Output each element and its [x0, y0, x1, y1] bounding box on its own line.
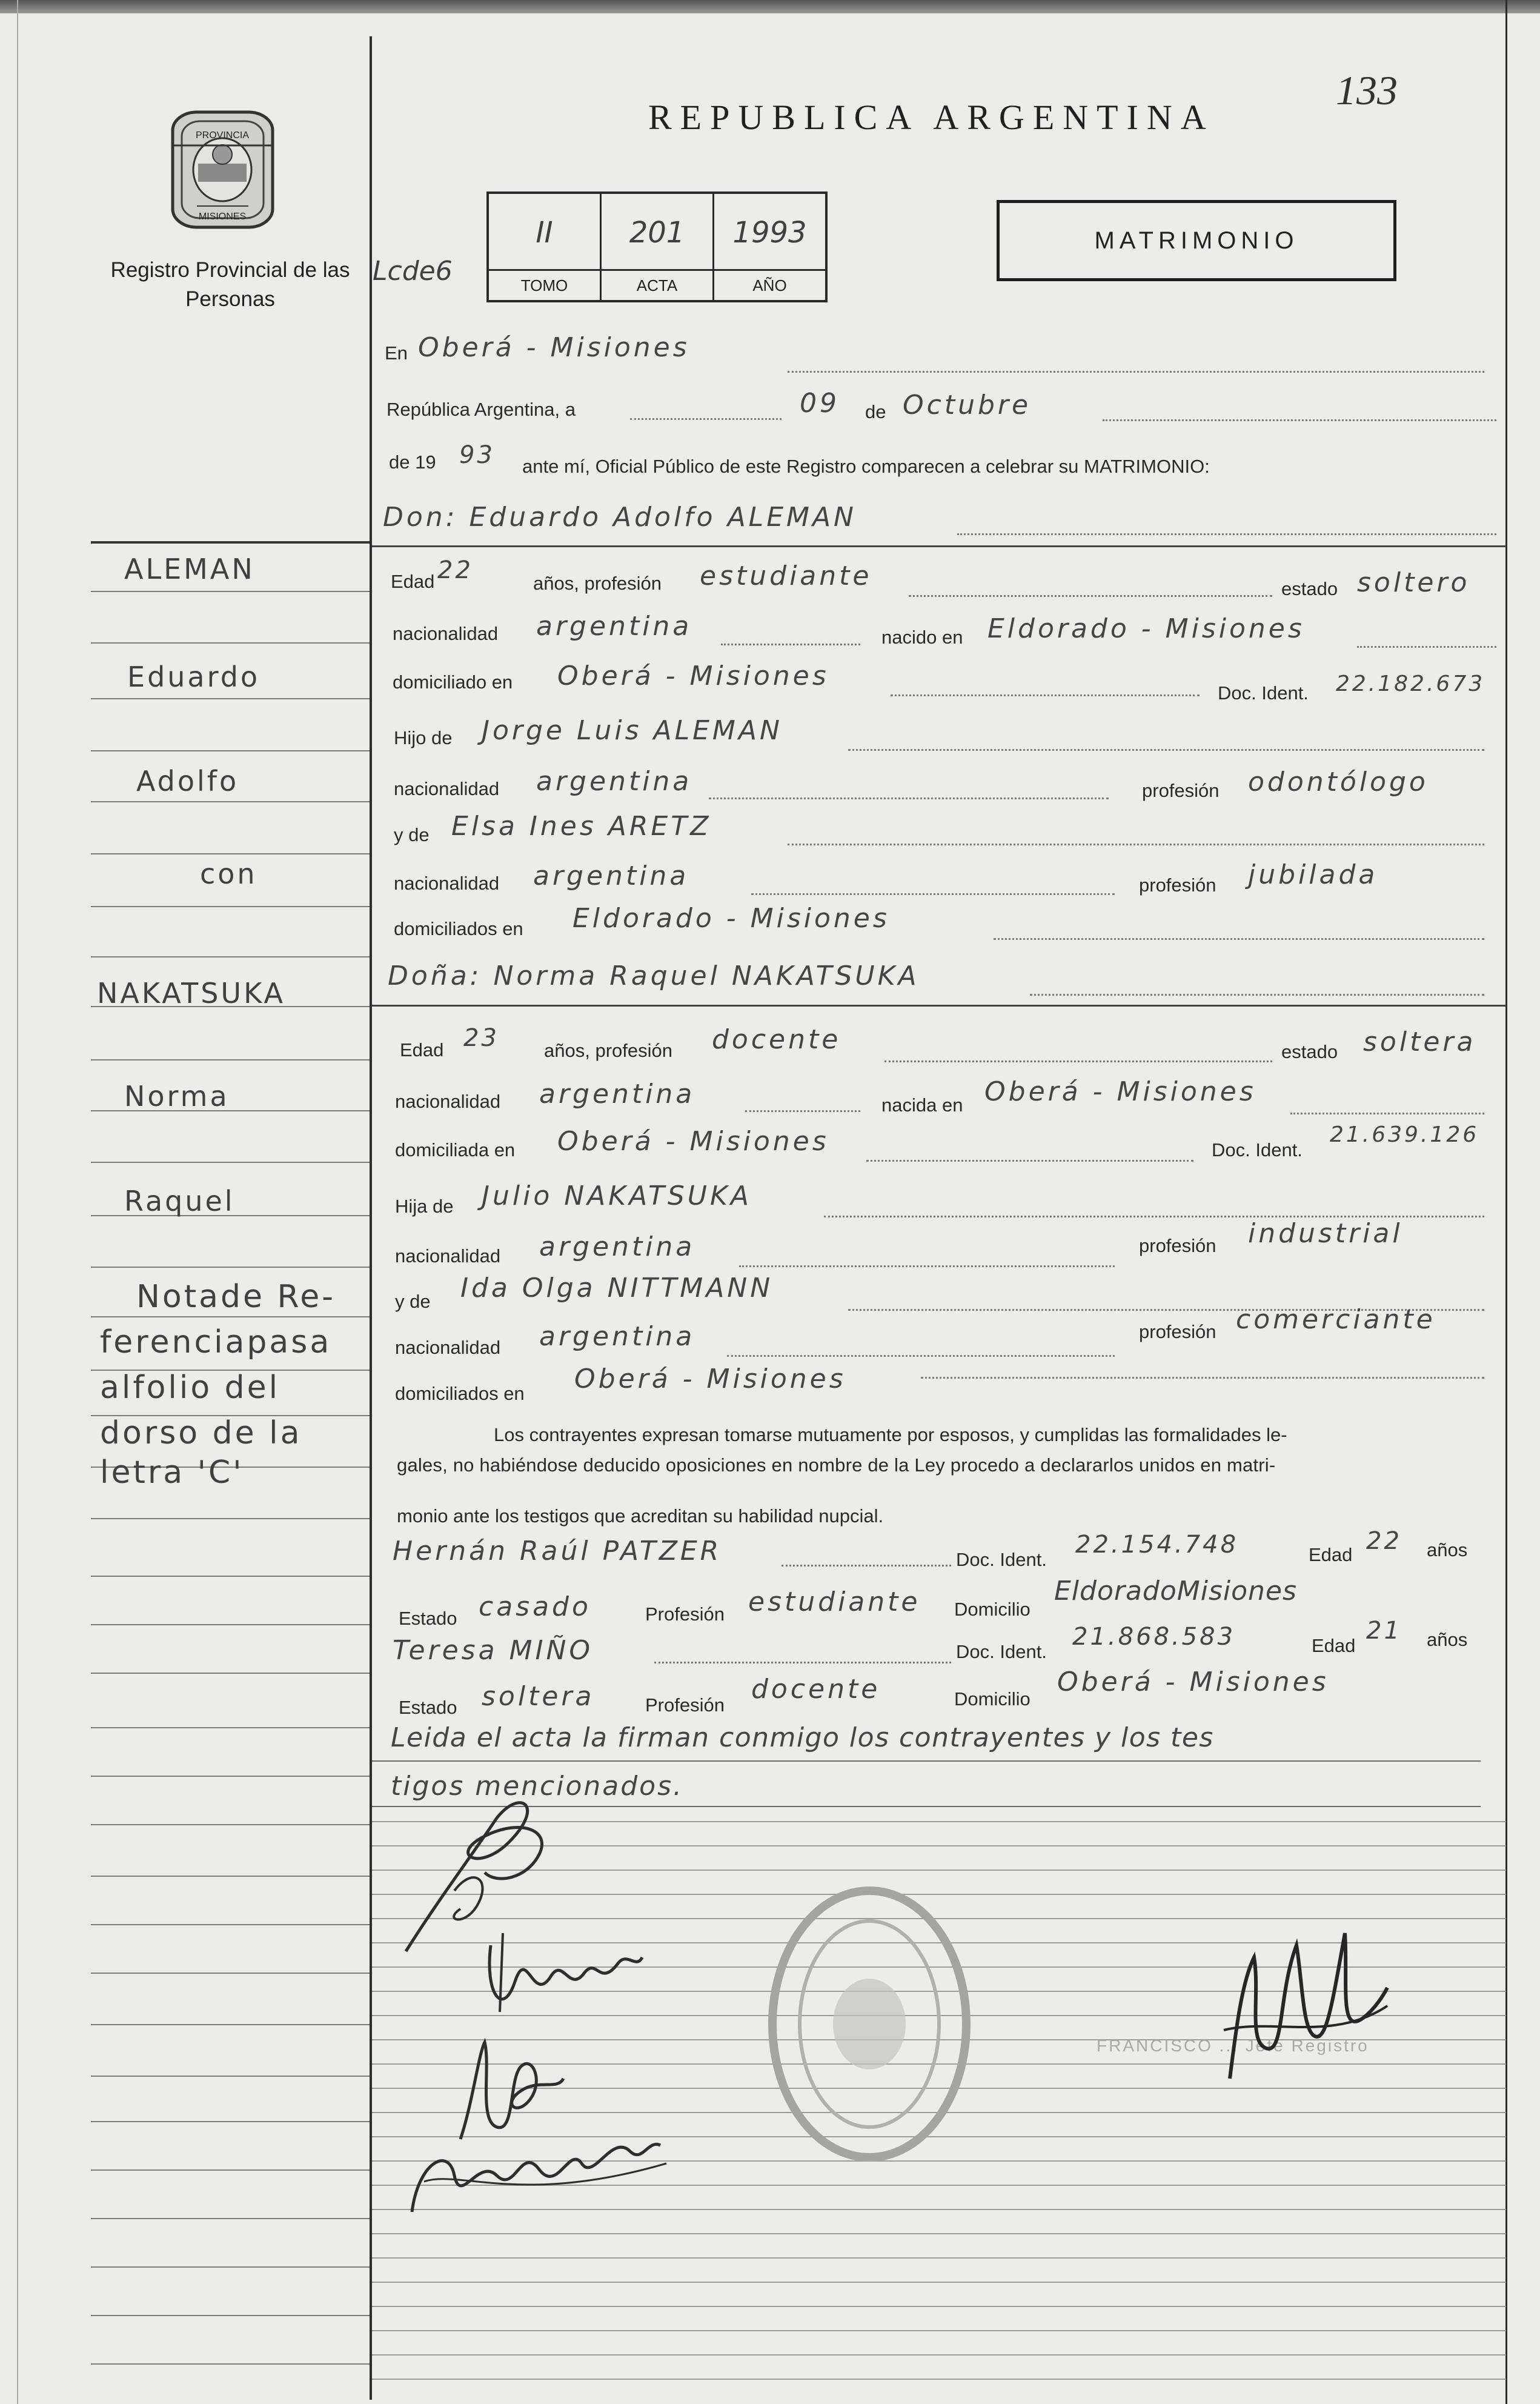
margin-note-2: ferenciapasa — [100, 1324, 332, 1360]
fill-line — [782, 1565, 951, 1567]
anio-value: 1993 — [732, 216, 807, 250]
tomo-cell — [489, 194, 602, 300]
fill-line — [891, 694, 1200, 696]
signature-witness-2 — [400, 2109, 679, 2230]
label-estado: estado — [1281, 578, 1338, 599]
groom-birthplace: Eldorado - Misiones — [987, 613, 1305, 644]
margin-rule — [91, 1316, 370, 1317]
label-witness-domicilio: Domicilio — [954, 1688, 1031, 1710]
label-witness-domicilio: Domicilio — [954, 1599, 1031, 1620]
tomo-value: II — [536, 216, 553, 250]
page-number: 133 — [1336, 67, 1398, 113]
witness-1-name: Hernán Raúl PATZER — [393, 1536, 722, 1567]
act-month: Octubre — [903, 390, 1032, 421]
groom-age: 22 — [437, 556, 473, 584]
groom-father-profession: odontólogo — [1248, 767, 1429, 797]
margin-connector: con — [200, 857, 257, 890]
witness-1-age: 22 — [1366, 1527, 1402, 1555]
signature-area-rule — [372, 2233, 1506, 2234]
margin-name-bride-2: Raquel — [124, 1185, 235, 1217]
margin-rule — [91, 750, 370, 751]
margin-note-3: alfolio del — [100, 1370, 280, 1406]
margin-rule — [91, 1059, 370, 1060]
margin-rule — [91, 591, 370, 592]
label-y-de: y de — [395, 1291, 431, 1312]
witness-1-status: casado — [479, 1591, 591, 1622]
bride-profession: docente — [712, 1024, 841, 1055]
fill-line — [957, 533, 1496, 535]
margin-rule — [91, 1624, 370, 1625]
tomo-label: TOMO — [489, 269, 600, 300]
margin-rule — [91, 906, 370, 907]
label-anos-profesion: años, profesión — [533, 573, 662, 594]
margin-rule — [91, 2266, 370, 2268]
witness-2-age: 21 — [1366, 1617, 1402, 1645]
label-en: En — [385, 342, 408, 364]
witness-2-domicile: Oberá - Misiones — [1057, 1666, 1329, 1697]
anio-label: AÑO — [714, 269, 825, 300]
label-nacionalidad: nacionalidad — [395, 1337, 501, 1358]
witness-1-doc: 22.154.748 — [1075, 1531, 1239, 1559]
bride-status: soltera — [1363, 1027, 1476, 1057]
margin-line-left — [370, 36, 372, 2400]
bride-section-rule — [372, 1005, 1506, 1007]
label-profesion: profesión — [1139, 874, 1216, 896]
book-reference: Lcde6 — [373, 256, 453, 287]
bride-mother-profession: comerciante — [1236, 1304, 1436, 1335]
bride-nationality: argentina — [539, 1079, 695, 1110]
groom-mother-nationality: argentina — [533, 861, 689, 891]
margin-rule — [91, 1824, 370, 1825]
stamp-text: FRANCISCO ... Jefe Registro — [1097, 2036, 1369, 2055]
label-edad: Edad — [391, 571, 435, 592]
fill-line — [654, 1662, 951, 1663]
label-nacionalidad: nacionalidad — [395, 1245, 501, 1267]
margin-rule — [91, 2218, 370, 2219]
label-doc-ident: Doc. Ident. — [1212, 1139, 1303, 1160]
fill-line — [885, 1060, 1272, 1062]
bride-father-nationality: argentina — [539, 1231, 695, 1262]
groom-section-rule — [372, 545, 1506, 547]
margin-rule — [91, 1776, 370, 1777]
label-witness-estado: Estado — [399, 1608, 457, 1629]
statement-line-1: Los contrayentes expresan tomarse mutuamente por esposos, y cumplidas las formalidades le- — [494, 1424, 1287, 1445]
margin-name-groom-1: Eduardo — [127, 661, 261, 693]
bride-age: 23 — [463, 1024, 499, 1052]
label-witness-doc: Doc. Ident. — [956, 1549, 1047, 1570]
fill-line — [630, 418, 782, 420]
margin-rule — [91, 698, 370, 699]
label-domiciliados: domiciliados en — [394, 918, 523, 939]
label-nacionalidad: nacionalidad — [393, 623, 499, 644]
acta-label: ACTA — [602, 269, 712, 300]
groom-father: Jorge Luis ALEMAN — [482, 715, 783, 746]
label-profesion: profesión — [1142, 780, 1220, 801]
acta-cell — [602, 194, 714, 300]
label-domiciliada: domiciliada en — [395, 1139, 516, 1160]
label-witness-edad: Edad — [1309, 1544, 1353, 1565]
scan-edge — [0, 0, 1540, 13]
statement-line-2: gales, no habiéndose deducido oposiciones en nombre de la Ley procedo a declararlos unidos en matri- — [397, 1454, 1276, 1476]
bride-parents-residence: Oberá - Misiones — [574, 1363, 846, 1394]
seal-bottom-text: MISIONES — [198, 211, 247, 222]
label-witness-profesion: Profesión — [645, 1694, 725, 1716]
fill-line — [866, 1160, 1193, 1162]
witness-2-name: Teresa MIÑO — [393, 1635, 594, 1666]
label-witness-anos: años — [1427, 1629, 1468, 1650]
margin-rule — [91, 2363, 370, 2365]
signature-bride — [479, 1921, 648, 2024]
act-year: 93 — [459, 441, 495, 469]
label-estado: estado — [1281, 1041, 1338, 1062]
margin-rule — [91, 1924, 370, 1925]
fill-line — [788, 371, 1484, 373]
groom-nationality: argentina — [536, 611, 692, 642]
label-nacido-en: nacido en — [881, 627, 963, 648]
signature-officer — [1212, 1921, 1393, 2097]
fill-line — [1103, 419, 1496, 421]
witness-1-domicile: EldoradoMisiones — [1054, 1576, 1297, 1607]
margin-rule — [91, 1576, 370, 1577]
groom-mother-profession: jubilada — [1248, 859, 1378, 890]
act-day: 09 — [800, 388, 840, 419]
groom-name: Don: Eduardo Adolfo ALEMAN — [383, 502, 857, 533]
label-nacida-en: nacida en — [881, 1094, 963, 1116]
label-republica: República Argentina, a — [387, 399, 576, 420]
bride-father: Julio NAKATSUKA — [482, 1180, 752, 1211]
signature-area-rule — [372, 2330, 1506, 2331]
signature-area-rule — [372, 2354, 1506, 2356]
groom-status: soltero — [1357, 567, 1470, 598]
margin-rule — [91, 956, 370, 957]
margin-rule — [91, 2169, 370, 2171]
groom-mother: Elsa Ines ARETZ — [451, 811, 712, 842]
label-nacionalidad: nacionalidad — [394, 778, 500, 799]
bride-birthplace: Oberá - Misiones — [984, 1076, 1256, 1107]
signature-area-rule — [372, 2306, 1506, 2307]
act-place: Oberá - Misiones — [418, 332, 690, 363]
margin-rule — [91, 1518, 370, 1519]
label-edad: Edad — [400, 1039, 444, 1060]
groom-father-nationality: argentina — [536, 766, 692, 797]
margin-rule — [91, 1673, 370, 1674]
official-stamp — [760, 1879, 978, 2169]
label-nacionalidad: nacionalidad — [394, 873, 500, 894]
signature-area-rule — [372, 2282, 1506, 2283]
document-title: REPUBLICA ARGENTINA — [648, 98, 1215, 137]
groom-doc: 22.182.673 — [1336, 671, 1485, 696]
acta-value: 201 — [629, 216, 685, 250]
label-de-19: de 19 — [389, 451, 436, 473]
seal-top-text: PROVINCIA — [195, 130, 250, 141]
margin-rule — [91, 2121, 370, 2122]
margin-name-bride-1: Norma — [124, 1080, 230, 1113]
label-domiciliados: domiciliados en — [395, 1383, 525, 1404]
fill-line — [788, 844, 1484, 845]
bride-mother: Ida Olga NITTMANN — [460, 1273, 774, 1304]
witness-2-doc: 21.868.583 — [1072, 1623, 1236, 1651]
bride-name: Doña: Norma Raquel NAKATSUKA — [388, 961, 920, 991]
label-domiciliado: domiciliado en — [393, 671, 513, 693]
fill-line — [727, 1355, 1115, 1357]
groom-parents-residence: Eldorado - Misiones — [573, 903, 890, 934]
margin-surname-bride: NAKATSUKA — [97, 977, 285, 1010]
witness-2-status: soltera — [482, 1681, 595, 1712]
binding-edge — [17, 0, 18, 2404]
label-hija-de: Hija de — [395, 1196, 454, 1217]
label-witness-edad: Edad — [1312, 1635, 1356, 1656]
margin-rule — [91, 1727, 370, 1728]
margin-rule — [91, 1973, 370, 1974]
label-witness-estado: Estado — [399, 1697, 457, 1718]
registry-name: Registro Provincial de las Personas — [110, 258, 350, 311]
fill-line — [994, 938, 1484, 940]
fill-line — [1290, 1113, 1484, 1114]
margin-rule — [91, 1267, 370, 1268]
witness-1-profession: estudiante — [748, 1587, 921, 1617]
margin-rule — [91, 1876, 370, 1877]
margin-rule — [91, 2315, 370, 2316]
closing-rule — [372, 1760, 1481, 1762]
margin-rule — [91, 853, 370, 854]
bride-residence: Oberá - Misiones — [557, 1126, 829, 1157]
fill-line — [739, 1265, 1115, 1267]
closing-line-2: tigos mencionados. — [391, 1771, 683, 1802]
margin-note-1: Notade Re- — [136, 1279, 336, 1315]
fill-line — [709, 797, 1109, 799]
label-nacionalidad: nacionalidad — [395, 1091, 501, 1112]
fill-line — [824, 1216, 1484, 1217]
margin-name-groom-2: Adolfo — [136, 765, 239, 797]
fill-line — [909, 595, 1272, 597]
label-anos-profesion: años, profesión — [544, 1040, 672, 1061]
statement-line-3: monio ante los testigos que acreditan su habilidad nupcial. — [397, 1505, 884, 1527]
margin-line-right — [1505, 0, 1507, 2404]
label-witness-anos: años — [1427, 1539, 1468, 1560]
province-seal-icon — [161, 103, 285, 236]
fill-line — [1357, 646, 1496, 648]
bride-doc: 21.639.126 — [1330, 1122, 1479, 1147]
label-ante: ante mí, Oficial Público de este Registro comparecen a celebrar su MATRIMONIO: — [522, 456, 1210, 477]
groom-residence: Oberá - Misiones — [557, 661, 829, 691]
fill-line — [751, 893, 1115, 895]
margin-rule — [91, 2076, 370, 2077]
bride-mother-nationality: argentina — [539, 1321, 695, 1352]
groom-profession: estudiante — [700, 561, 872, 591]
label-witness-doc: Doc. Ident. — [956, 1641, 1047, 1662]
label-witness-profesion: Profesión — [645, 1603, 725, 1625]
signature-area-rule — [372, 2379, 1506, 2380]
record-type-box: MATRIMONIO — [997, 200, 1396, 281]
anio-cell — [714, 194, 825, 300]
margin-rule — [91, 642, 370, 644]
closing-line-1: Leida el acta la firman conmigo los contrayentes y los tes — [391, 1722, 1214, 1753]
fill-line — [1030, 994, 1484, 996]
margin-note-4: dorso de la — [100, 1415, 302, 1451]
record-reference-box — [486, 191, 828, 302]
margin-rule — [91, 1162, 370, 1163]
label-de: de — [865, 401, 886, 422]
witness-2-profession: docente — [751, 1674, 881, 1705]
margin-rule — [91, 801, 370, 802]
bride-father-profession: industrial — [1248, 1218, 1403, 1249]
signature-area-rule — [372, 2257, 1506, 2259]
label-profesion: profesión — [1139, 1235, 1216, 1256]
fill-line — [848, 749, 1484, 751]
label-hijo-de: Hijo de — [394, 727, 453, 748]
fill-line — [921, 1377, 1484, 1379]
margin-note-5: letra 'C' — [100, 1454, 244, 1491]
fill-line — [721, 644, 860, 645]
fill-line — [745, 1110, 860, 1112]
margin-rule — [91, 2024, 370, 2025]
margin-surname-groom: ALEMAN — [124, 553, 255, 585]
margin-header-rule — [91, 541, 370, 544]
label-profesion: profesión — [1139, 1321, 1216, 1342]
label-doc-ident: Doc. Ident. — [1218, 682, 1309, 704]
label-y-de: y de — [394, 824, 430, 845]
